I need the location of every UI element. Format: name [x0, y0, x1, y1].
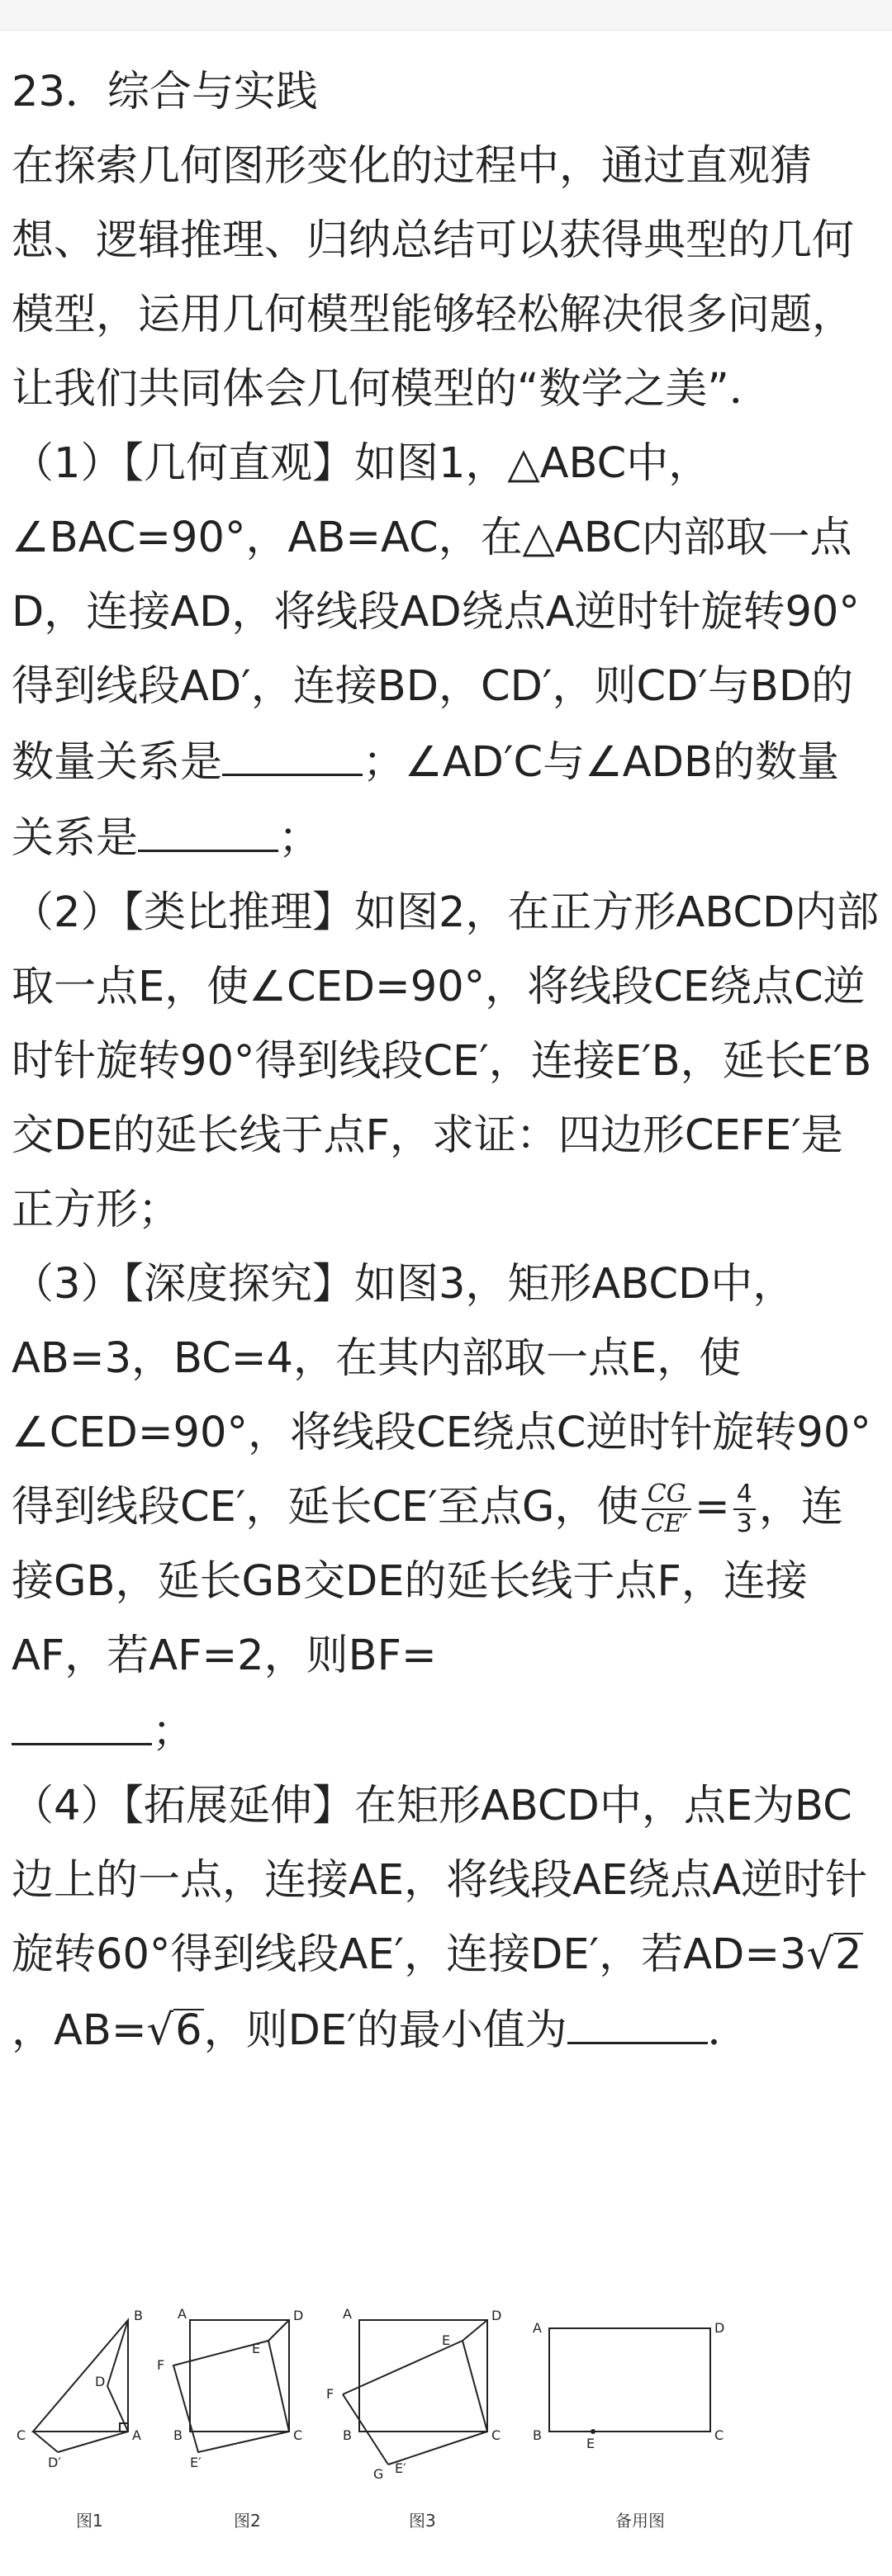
radicand-2: 6: [175, 2006, 202, 2055]
fig4-label-c: C: [714, 2427, 724, 2443]
fraction-4-3: $\frac{4}{3}$: [733, 1480, 756, 1538]
part-3: [12, 1248, 880, 1769]
fig4-label-b: B: [533, 2427, 542, 2443]
part-1: [12, 427, 880, 876]
part-2: [12, 876, 880, 1248]
fig4-label-a: A: [533, 2320, 542, 2336]
figure-3-caption: 图3: [409, 2511, 436, 2531]
part-4: [12, 1769, 880, 2068]
part-4-tag: （4）【拓展延伸】: [12, 1782, 354, 1830]
answer-blank-4[interactable]: [567, 1992, 708, 2044]
fig2-label-d: D: [293, 2308, 304, 2323]
top-bar: [0, 0, 892, 31]
fig1-label-c: C: [17, 2427, 26, 2443]
fig2-label-b: B: [173, 2427, 183, 2443]
part-1-text-c: ；: [278, 814, 321, 863]
fig3-label-g: G: [373, 2466, 384, 2482]
figure-4-caption: 备用图: [615, 2511, 665, 2531]
fig3-label-f: F: [326, 2386, 334, 2402]
answer-blank-3[interactable]: [12, 1693, 152, 1745]
part-4-text-a: 在矩形ABCD中，点E为BC边上的一点，连接AE，将线段AE绕点A逆时针旋转60°得到线段AE′，连接DE′，若AD=3: [12, 1782, 868, 1979]
figure-4: [549, 2328, 710, 2432]
fig2-label-f: F: [157, 2357, 165, 2373]
part-1-text-b: ；∠AD′C与∠ADB的数量关系是: [12, 738, 839, 863]
part-3-text-c: ；: [152, 1707, 195, 1756]
part-1-tag: （1）【几何直观】: [12, 439, 354, 488]
problem-content: [0, 31, 892, 2068]
figure-3: [343, 2320, 487, 2465]
part-2-text: 如图2，在正方形ABCD内部取一点E，使∠CED=90°，将线段CE绕点C逆时针旋转90°得到线段CE′，连接E′B，延长E′B交DE的延长线于点F，求证：四边形CEFE′是正方形；: [12, 888, 880, 1234]
part-4-text-c: ，则DE′的最小值为: [203, 2006, 567, 2055]
figure-2: [173, 2320, 289, 2452]
part-3-text-b: ，连接GB，延长GB交DE的延长线于点F，连接AF，若AF=2，则BF=: [12, 1483, 843, 1680]
sqrt-symbol-1: √: [806, 1930, 834, 1979]
fig1-label-d: D: [95, 2374, 106, 2389]
part-2-tag: （2）【类比推理】: [12, 888, 354, 937]
fig1-label-b: B: [134, 2308, 143, 2323]
fig3-label-a: A: [343, 2306, 352, 2322]
fig2-label-a: A: [178, 2306, 187, 2322]
radicand-1: 2: [835, 1930, 862, 1979]
problem-number: 23．综合与实践: [12, 68, 318, 116]
answer-blank-2[interactable]: [138, 800, 278, 852]
part-3-text-a: 如图3，矩形ABCD中，AB=3，BC=4，在其内部取一点E，使∠CED=90°，将线段CE绕点C逆时针旋转90°得到线段CE′，延长CE′至点G，使: [12, 1260, 871, 1532]
part-4-text-b: ，AB=: [12, 2006, 147, 2055]
fig2-label-e-prime: E′: [190, 2455, 202, 2470]
answer-blank-1[interactable]: [222, 724, 363, 776]
fig4-label-e: E: [586, 2436, 595, 2451]
fig1-label-a: A: [132, 2427, 141, 2443]
figure-1-caption: 图1: [76, 2511, 103, 2531]
sqrt-symbol-2: √: [146, 2006, 174, 2055]
fig3-label-e-prime: E′: [395, 2460, 406, 2476]
figure-2-caption: 图2: [234, 2511, 261, 2531]
figures-svg: [0, 2304, 892, 2551]
part-1-text-a: 如图1，△ABC中，∠BAC=90°，AB=AC，在△ABC内部取一点D，连接AD，将线段AD绕点A逆时针旋转90°得到线段AD′，连接BD，CD′，则CD′与BD的数量关系是: [12, 439, 860, 787]
problem-intro: 在探索几何图形变化的过程中，通过直观猜想、逻辑推理、归纳总结可以获得典型的几何模型，运用几何模型能够轻松解决很多问题，让我们共同体会几何模型的“数学之美”．: [12, 142, 855, 414]
fig2-label-c: C: [293, 2427, 303, 2443]
fig2-label-e: E: [252, 2341, 261, 2356]
figures-row: [0, 2304, 892, 2551]
fig4-label-d: D: [714, 2320, 725, 2336]
fig3-label-e: E: [442, 2332, 451, 2348]
figure-1: [33, 2320, 128, 2452]
equals-sign: =: [695, 1483, 730, 1532]
fraction-cg-ce: $\frac{CG}{CE'}$: [642, 1480, 691, 1538]
fig4-point-e: [591, 2429, 595, 2434]
part-3-tag: （3）【深度探究】: [12, 1260, 354, 1309]
fig3-label-d: D: [491, 2308, 502, 2323]
fig1-label-d-prime: D′: [48, 2455, 61, 2470]
fig3-label-c: C: [491, 2427, 501, 2443]
part-4-text-d: ．: [707, 2006, 750, 2055]
fig3-label-b: B: [343, 2427, 352, 2443]
